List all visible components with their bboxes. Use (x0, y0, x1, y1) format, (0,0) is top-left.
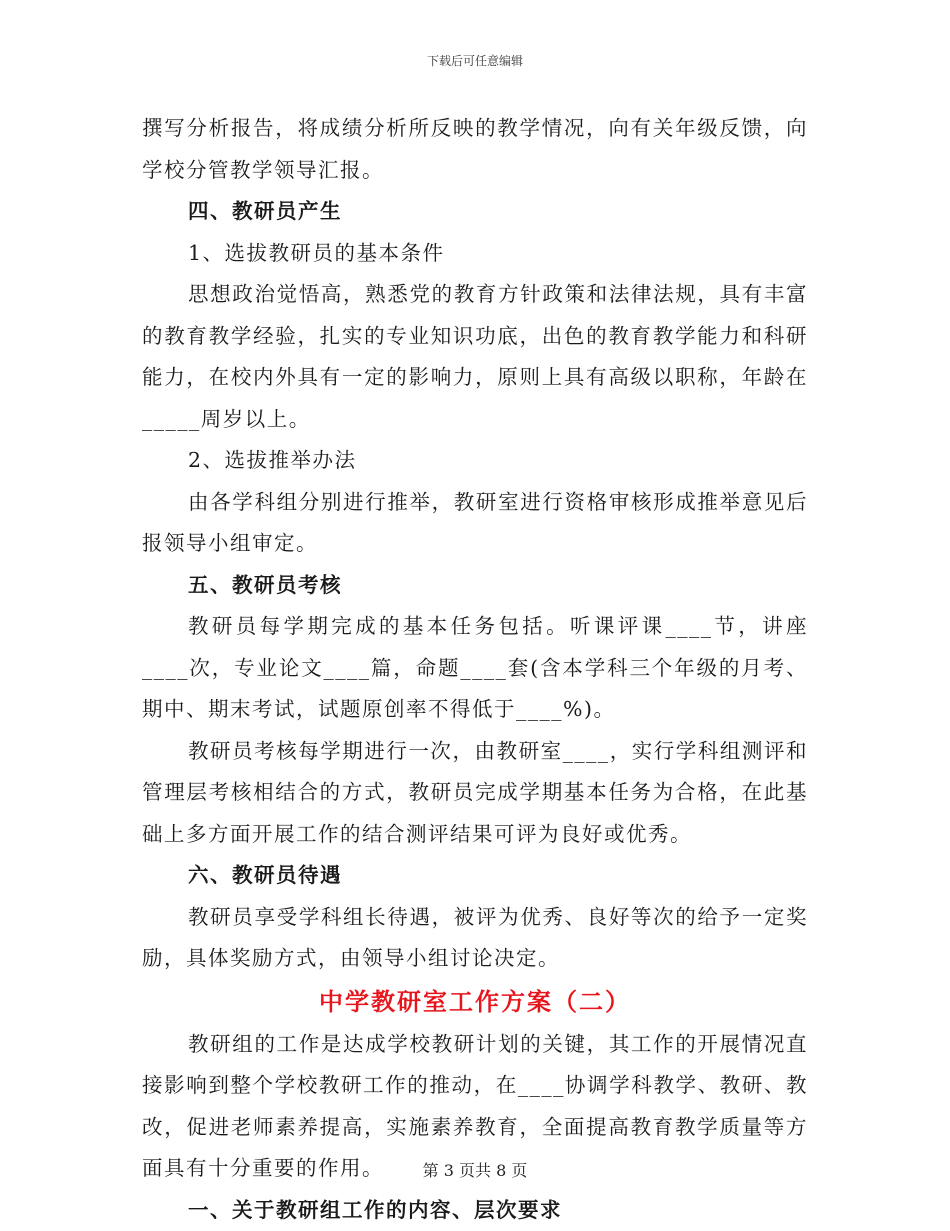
subheading-method: 2、选拔推举办法 (142, 440, 808, 482)
section-heading-1: 一、关于教研组工作的内容、层次要求 (142, 1190, 808, 1231)
page-footer: 第 3 页共 8 页 (0, 1158, 950, 1181)
paragraph: 教研员享受学科组长待遇，被评为优秀、良好等次的给予一定奖励，具体奖励方式，由领导小组讨论决定。 (142, 897, 808, 980)
page-header: 下载后可任意编辑 (0, 52, 950, 69)
paragraph: 撰写分析报告，将成绩分析所反映的教学情况，向有关年级反馈，向学校分管教学领导汇报。 (142, 108, 808, 191)
paragraph: 教研员每学期完成的基本任务包括。听课评课____节，讲座____次，专业论文____篇，命题____套(含本学科三个年级的月考、期中、期末考试，试题原创率不得低于____%)。 (142, 606, 808, 731)
section-heading-6: 六、教研员待遇 (142, 855, 808, 897)
paragraph: 教研组的工作是达成学校教研计划的关键，其工作的开展情况直接影响到整个学校教研工作的推动，在____协调学科教学、教研、教改，促进老师素养提高，实施素养教育，全面提高教育教学质量等方面具有十分重要的作用。 (142, 1024, 808, 1190)
subheading-criteria: 1、选拔教研员的基本条件 (142, 233, 808, 275)
paragraph: 思想政治觉悟高，熟悉党的教育方针政策和法律法规，具有丰富的教育教学经验，扎实的专业知识功底，出色的教育教学能力和科研能力，在校内外具有一定的影响力，原则上具有高级以职称，年龄在_____周岁以上。 (142, 274, 808, 440)
document-body (142, 108, 808, 1231)
paragraph: 教研员考核每学期进行一次，由教研室____，实行学科组测评和管理层考核相结合的方式，教研员完成学期基本任务为合格，在此基础上多方面开展工作的结合测评结果可评为良好或优秀。 (142, 731, 808, 856)
document-title: 中学教研室工作方案（二） (142, 980, 808, 1024)
section-heading-5: 五、教研员考核 (142, 565, 808, 607)
paragraph: 由各学科组分别进行推举，教研室进行资格审核形成推举意见后报领导小组审定。 (142, 482, 808, 565)
section-heading-4: 四、教研员产生 (142, 191, 808, 233)
